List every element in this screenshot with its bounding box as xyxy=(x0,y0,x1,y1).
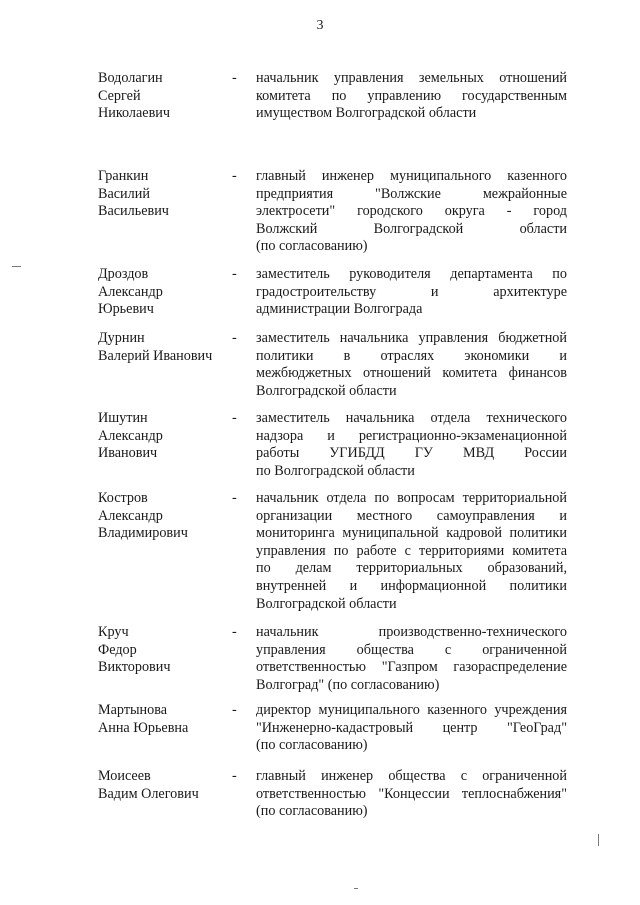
member-position xyxy=(256,330,567,400)
member-name-line: Водолагин xyxy=(98,70,163,86)
member-position-line: Волгоградской области xyxy=(256,595,397,612)
member-name-line: Александр xyxy=(98,283,163,300)
member-name-line: Николаевич xyxy=(98,105,171,122)
member-position-line: имуществом Волгоградской области xyxy=(256,105,477,122)
member-position-line: (по согласованию) xyxy=(256,238,368,255)
member-position-line: главный инженер муниципального казенного xyxy=(256,168,567,184)
member-position-line: Волгоград" (по согласованию) xyxy=(256,676,440,693)
entry-dash: - xyxy=(232,266,237,282)
member-position-line: межбюджетных отношений комитета финансов xyxy=(256,365,567,382)
entry-dash: - xyxy=(232,168,237,184)
member-position-line: электросети" городского округа - город xyxy=(256,203,567,220)
member-position xyxy=(256,70,567,123)
member-name-line: Александр xyxy=(98,507,163,524)
member-name-line: Федор xyxy=(98,641,137,658)
member-position-line: начальник отдела по вопросам территориальной xyxy=(256,490,567,506)
member-position-line: ответственностью "Концессии теплоснабжения" xyxy=(256,785,567,802)
member-position xyxy=(256,410,567,480)
member-position-line: градостроительству и архитектуре xyxy=(256,283,567,300)
member-name xyxy=(98,330,228,365)
member-position xyxy=(256,266,567,319)
entry-dash: - xyxy=(232,702,237,718)
member-position-line: Волжский Волгоградской области xyxy=(256,220,567,237)
member-position-line: директор муниципального казенного учреждения xyxy=(256,702,567,718)
member-name-line: Валерий Иванович xyxy=(98,347,213,364)
entry-dash: - xyxy=(232,490,237,506)
entry-dash: - xyxy=(232,768,237,784)
member-position-line: предприятия "Волжские межрайонные xyxy=(256,185,567,202)
member-name-line: Сергей xyxy=(98,87,141,104)
member-name-line: Гранкин xyxy=(98,168,149,184)
member-position-line: начальник производственно-технического xyxy=(256,624,567,640)
member-position-line: управления общества с ограниченной xyxy=(256,641,567,658)
scan-mark xyxy=(12,266,21,267)
member-position-line: заместитель руководителя департамента по xyxy=(256,266,567,282)
member-position-line: работы УГИБДД ГУ МВД России xyxy=(256,445,567,462)
member-position-line: главный инженер общества с ограниченной xyxy=(256,768,567,784)
member-name-line: Круч xyxy=(98,624,129,640)
scan-mark xyxy=(354,888,358,889)
member-position xyxy=(256,490,567,613)
member-name-line: Дурнин xyxy=(98,330,145,346)
member-position xyxy=(256,702,567,755)
member-name-line: Мартынова xyxy=(98,702,168,718)
member-position-line: заместитель начальника отдела технического xyxy=(256,410,567,426)
member-position-line: мониторинга муниципальной кадровой политики xyxy=(256,525,567,542)
member-name-line: Викторович xyxy=(98,659,171,676)
member-name-line: Владимирович xyxy=(98,525,188,542)
member-position-line: организации местного самоуправления и xyxy=(256,507,567,524)
member-name-line: Юрьевич xyxy=(98,301,154,318)
member-name xyxy=(98,266,228,319)
member-name-line: Ишутин xyxy=(98,410,148,426)
entry-dash: - xyxy=(232,624,237,640)
member-position xyxy=(256,768,567,821)
member-position-line: ответственностью "Газпром газораспределение xyxy=(256,659,567,676)
member-position xyxy=(256,168,567,256)
member-name xyxy=(98,410,228,463)
member-position-line: управления по работе с территориями комитета xyxy=(256,542,567,559)
member-name xyxy=(98,490,228,543)
member-position-line: администрации Волгограда xyxy=(256,301,423,318)
member-position-line: надзора и регистрационно-экзаменационной xyxy=(256,427,567,444)
member-position-line: Волгоградской области xyxy=(256,382,397,399)
member-position-line: комитета по управлению государственным xyxy=(256,87,567,104)
member-name-line: Вадим Олегович xyxy=(98,785,199,802)
scan-mark xyxy=(598,834,599,846)
member-name-line: Дроздов xyxy=(98,266,149,282)
member-position-line: (по согласованию) xyxy=(256,803,368,820)
member-name-line: Анна Юрьевна xyxy=(98,719,189,736)
member-position xyxy=(256,624,567,694)
member-name xyxy=(98,768,228,803)
member-position-line: заместитель начальника управления бюджетной xyxy=(256,330,567,346)
member-name-line: Александр xyxy=(98,427,163,444)
member-name-line: Иванович xyxy=(98,445,158,462)
member-position-line: политики в отраслях экономики и xyxy=(256,347,567,364)
member-name xyxy=(98,702,228,737)
member-name-line: Васильевич xyxy=(98,203,169,220)
member-name-line: Моисеев xyxy=(98,768,151,784)
page-number: 3 xyxy=(316,18,324,33)
member-position-line: по Волгоградской области xyxy=(256,462,415,479)
entry-dash: - xyxy=(232,70,237,86)
member-position-line: внутренней и информационной политики xyxy=(256,577,567,594)
member-name xyxy=(98,624,228,677)
member-name xyxy=(98,168,228,221)
member-position-line: (по согласованию) xyxy=(256,737,368,754)
entry-dash: - xyxy=(232,330,237,346)
member-name xyxy=(98,70,228,123)
member-name-line: Костров xyxy=(98,490,148,506)
member-position-line: начальник управления земельных отношений xyxy=(256,70,567,86)
member-position-line: "Инженерно-кадастровый центр "ГеоГрад" xyxy=(256,719,567,736)
entry-dash: - xyxy=(232,410,237,426)
member-position-line: по делам территориальных образований, xyxy=(256,560,567,577)
member-name-line: Василий xyxy=(98,185,150,202)
